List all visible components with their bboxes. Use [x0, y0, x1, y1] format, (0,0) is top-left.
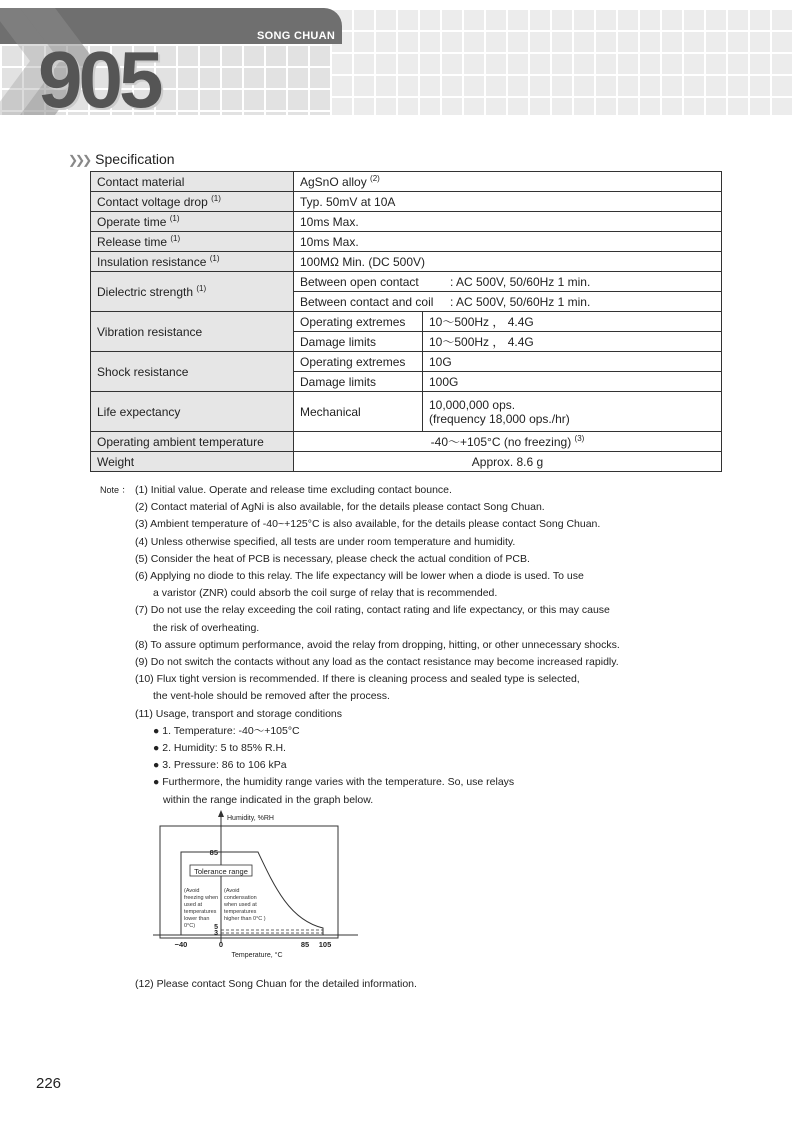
bullet-line: ● 2. Humidity: 5 to 85% R.H.	[153, 742, 286, 755]
spec-value: 10～500Hz ， 4.4G	[423, 312, 722, 332]
spec-label: Release time $^{(1)}$	[91, 232, 294, 252]
spec-label: Weight	[91, 452, 294, 472]
spec-sublabel: Damage limits	[294, 372, 423, 392]
spec-label: Operating ambient temperature	[91, 432, 294, 452]
spec-value: Between open contact : AC 500V, 50/60Hz 1 min.	[294, 272, 722, 292]
spec-label: Operate time $^{(1)}$	[91, 212, 294, 232]
spec-label: Shock resistance	[91, 352, 294, 392]
spec-sublabel: Mechanical	[294, 392, 423, 432]
table-row	[91, 212, 722, 232]
spec-label: Contact voltage drop $^{(1)}$	[91, 192, 294, 212]
y-tick-label: 5	[214, 924, 218, 931]
page-number: 226	[36, 1075, 62, 1092]
svg-text:temperatures: temperatures	[184, 909, 217, 915]
table-row	[91, 272, 722, 292]
svg-text:temperatures: temperatures	[224, 909, 257, 915]
svg-text:lower than: lower than	[184, 916, 210, 922]
note-line: the vent-hole should be removed after the process.	[153, 690, 390, 703]
right-note	[223, 888, 266, 922]
table-row	[91, 252, 722, 272]
bullet-line: ● Furthermore, the humidity range varies with the temperature. So, use relays	[153, 776, 515, 789]
table-row	[91, 172, 722, 192]
note-line: (9) Do not switch the contacts without any load as the contact resistance may become increased rapidly.	[135, 656, 619, 669]
x-tick-label: −40	[174, 940, 188, 949]
page-header	[0, 0, 794, 115]
y-axis-arrow-icon	[218, 810, 224, 817]
bullet-line: within the range indicated in the graph below.	[163, 793, 374, 806]
table-row	[91, 432, 722, 452]
note-line: (10) Flux tight version is recommended. If there is cleaning process and sealed type is selected,	[135, 673, 580, 686]
spec-sublabel: Operating extremes	[294, 312, 423, 332]
y-axis-label: Humidity, %RH	[227, 815, 274, 822]
spec-value: 10ms Max.	[294, 232, 722, 252]
spec-value: 10～500Hz ， 4.4G	[423, 332, 722, 352]
tolerance-label: Tolerance range	[194, 867, 248, 876]
header-grid-pattern	[330, 8, 794, 115]
table-row	[91, 232, 722, 252]
spec-value: 100G	[423, 372, 722, 392]
x-axis-label: Temperature, °C	[231, 952, 283, 959]
spec-label: Vibration resistance	[91, 312, 294, 352]
spec-value: AgSnO alloy $^{(2)}$	[294, 172, 722, 192]
y-tick-label: 85	[209, 848, 218, 857]
spec-sublabel: Operating extremes	[294, 352, 423, 372]
svg-text:(Avoid: (Avoid	[184, 888, 200, 894]
model-number: 905	[38, 35, 160, 115]
section-title-text: Specification	[95, 151, 175, 167]
note-line: (11) Usage, transport and storage conditions	[135, 707, 343, 720]
table-row	[91, 192, 722, 212]
spec-label: Dielectric strength $^{(1)}$	[91, 272, 294, 312]
spec-label: Life expectancy	[91, 392, 294, 432]
usable-region	[181, 852, 323, 935]
table-row	[91, 352, 722, 372]
note-line: (7) Do not use the relay exceeding the coil rating, contact rating and life expectancy, or this may cause	[135, 604, 610, 617]
svg-text:used at: used at	[184, 902, 203, 908]
spec-value: Between contact and coil : AC 500V, 50/60Hz 1 min.	[294, 292, 722, 312]
note-line: (3) Ambient temperature of -40~+125°C is also available, for the details please contact Song Chuan.	[135, 518, 601, 531]
note-line: (6) Applying no diode to this relay. The life expectancy will be lower when a diode is used. To use	[135, 570, 584, 583]
brand-name: SONG CHUAN	[257, 30, 336, 42]
spec-value: Approx. 8.6 g	[294, 452, 722, 472]
x-tick-label: 85	[300, 940, 310, 949]
y-tick-label: 3	[214, 930, 218, 937]
bullet-line: ● 1. Temperature: -40～+105°C	[153, 724, 300, 737]
svg-text:condensation: condensation	[224, 895, 257, 901]
spec-sublabel: Damage limits	[294, 332, 423, 352]
double-chevron-icon: ❯❯❯	[68, 153, 90, 167]
spec-label: Insulation resistance $^{(1)}$	[91, 252, 294, 272]
spec-value: -40～+105°C (no freezing) $^{(3)}$	[294, 432, 722, 452]
spec-table	[90, 171, 722, 472]
x-tick-label: 0	[218, 940, 224, 949]
spec-value: 100MΩ Min. (DC 500V)	[294, 252, 722, 272]
spec-value: 10ms Max.	[294, 212, 722, 232]
note-line: (5) Consider the heat of PCB is necessary, please check the actual condition of PCB.	[135, 552, 530, 565]
svg-text:0°C): 0°C)	[184, 923, 196, 929]
spec-value: Typ. 50mV at 10A	[294, 192, 722, 212]
spec-label: Contact material	[91, 172, 294, 192]
note-line: the risk of overheating.	[153, 621, 260, 634]
table-row	[91, 392, 722, 432]
note-line: (2) Contact material of AgNi is also available, for the details please contact Song Chuan.	[135, 501, 545, 514]
bullet-line: ● 3. Pressure: 86 to 106 kPa	[153, 759, 287, 772]
svg-text:(Avoid: (Avoid	[224, 888, 240, 894]
x-tick-label: 105	[318, 940, 332, 949]
svg-text:higher than 0°C ): higher than 0°C )	[224, 916, 266, 922]
section-title	[68, 151, 175, 167]
notes-block	[100, 482, 740, 809]
table-row	[91, 312, 722, 332]
note-line: Note ： (1) Initial value. Operate and release time excluding contact bounce.	[100, 484, 452, 496]
note-line: a varistor (ZNR) could absorb the coil surge of relay that is recommended.	[153, 587, 498, 600]
spec-value: 10,000,000 ops. (frequency 18,000 ops./hr)	[423, 392, 722, 432]
svg-text:freezing when: freezing when	[184, 895, 219, 901]
svg-text:when used at: when used at	[224, 902, 257, 908]
spec-value: 10G	[423, 352, 722, 372]
table-row	[91, 452, 722, 472]
humidity-temperature-graph	[150, 808, 365, 963]
note-line: (8) To assure optimum performance, avoid the relay from dropping, hitting, or other unnecessary shocks.	[135, 638, 620, 651]
note-line: (12) Please contact Song Chuan for the detailed information.	[135, 978, 417, 990]
note-line: (4) Unless otherwise specified, all tests are under room temperature and humidity.	[135, 535, 516, 548]
left-note	[184, 888, 218, 929]
